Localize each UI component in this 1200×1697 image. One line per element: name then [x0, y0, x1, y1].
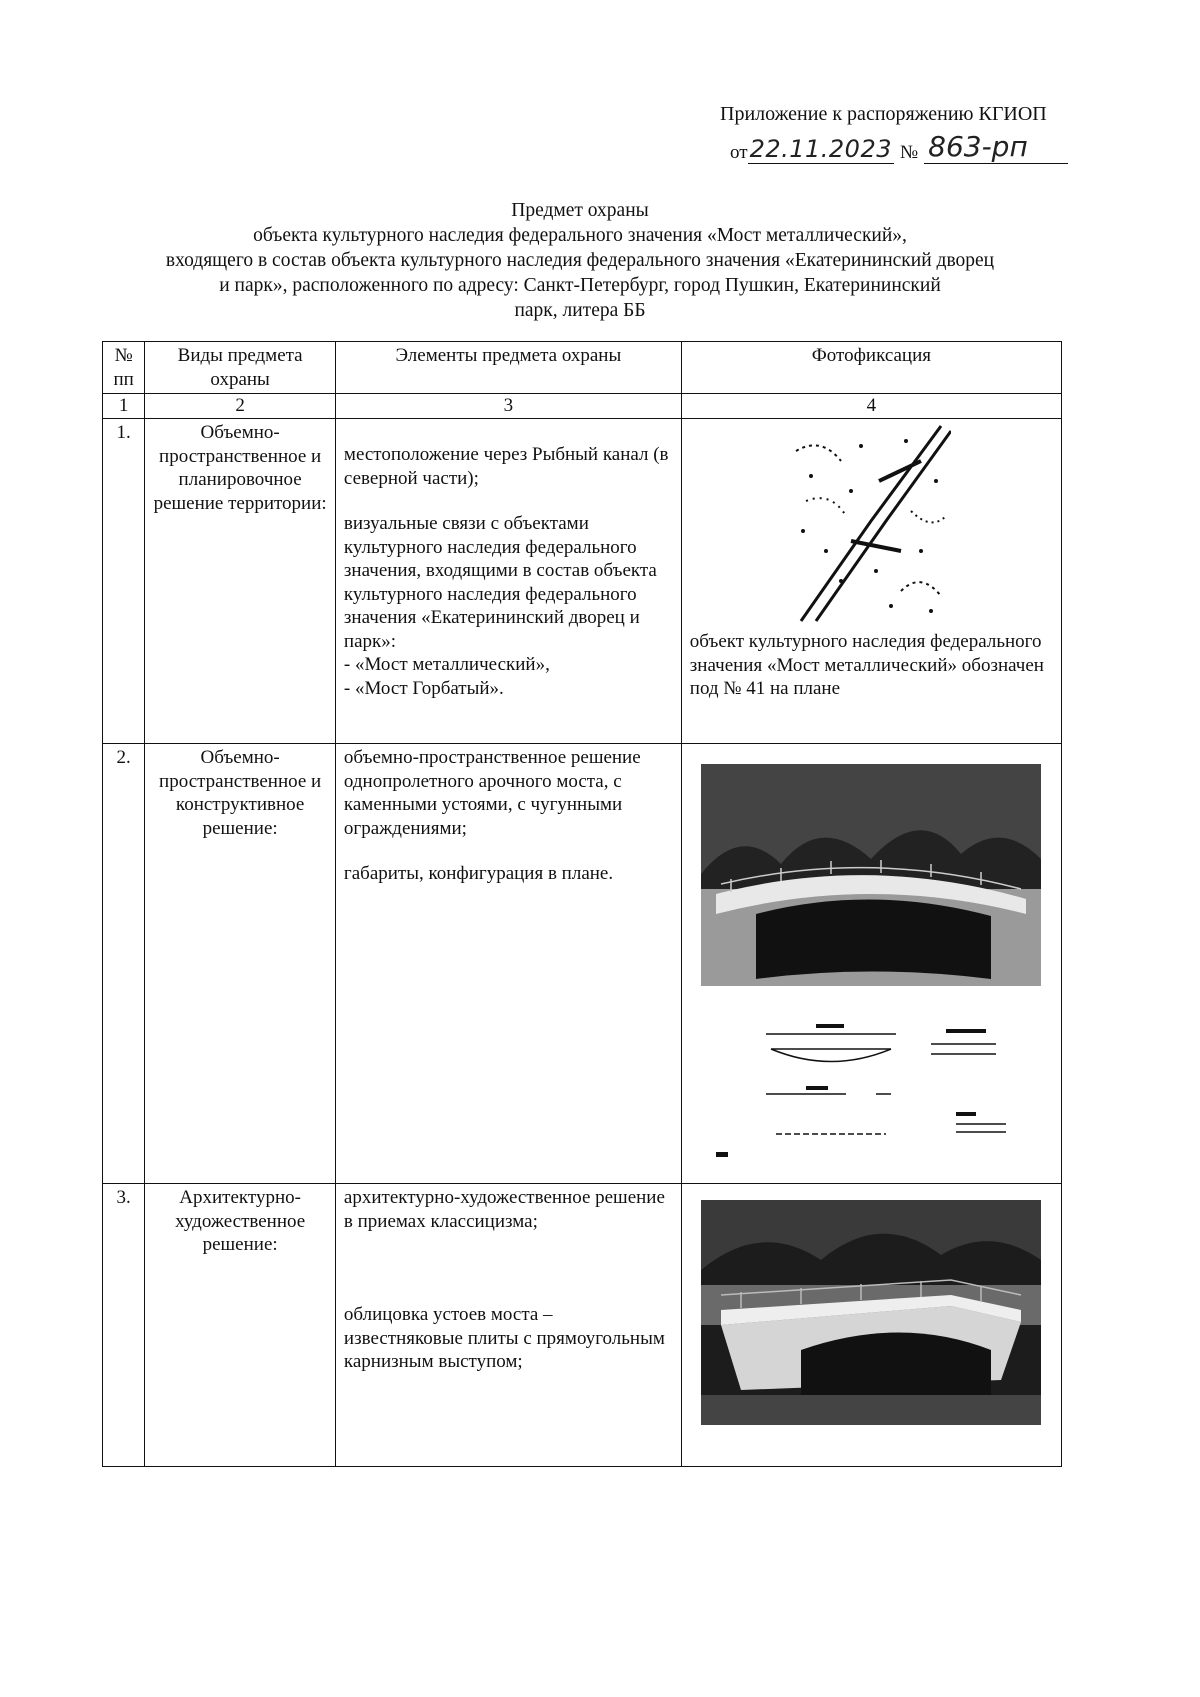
element-text: облицовка устоев моста – известняковые плиты с прямоугольным карнизным выступом;: [343, 1304, 665, 1372]
appendix-title: Приложение к распоряжению КГИОП: [720, 103, 1047, 125]
table-row: [103, 744, 1062, 1184]
row-elements: [335, 419, 681, 744]
column-index: 2: [145, 394, 336, 419]
bridge-photo: [701, 1200, 1041, 1425]
handwritten-date: 22.11.2023: [749, 135, 892, 163]
date-prefix: от: [730, 142, 748, 163]
handwritten-number: 863-рп: [924, 130, 1068, 164]
header-photo: Фотофиксация: [681, 342, 1061, 394]
appendix-header: [720, 103, 1160, 164]
row-photo: [681, 419, 1061, 744]
row-photo: [681, 744, 1061, 1184]
row-kind: Архитектурно-художественное решение:: [145, 1184, 336, 1467]
element-text: - «Мост металлический»,: [343, 654, 550, 675]
element-text: местоположение через Рыбный канал (в северной части);: [343, 444, 669, 489]
row-number: 3.: [103, 1184, 145, 1467]
title-line: входящего в состав объекта культурного наследия федерального значения «Екатерининский дворец: [165, 250, 995, 271]
table-row: [103, 419, 1062, 744]
column-index: 4: [681, 394, 1061, 419]
table-row: [103, 1184, 1062, 1467]
title-line: парк, литера ББ: [514, 300, 646, 321]
header-number: № пп: [103, 342, 145, 394]
element-text: - «Мост Горбатый».: [343, 677, 504, 699]
site-plan-image: [791, 421, 951, 626]
title-line: Предмет охраны: [511, 200, 649, 221]
table-header-row: [103, 342, 1062, 394]
column-index: 3: [335, 394, 681, 419]
title-line: и парк», расположенного по адресу: Санкт-Петербург, город Пушкин, Екатерининский: [219, 275, 941, 296]
row-kind: Объемно-пространственное и планировочное решение территории:: [145, 419, 336, 744]
element-text: объемно-пространственное решение однопролетного арочного моста, с каменными устоями, с чугунными ограждениями;: [343, 747, 641, 839]
row-number: 2.: [103, 744, 145, 1184]
bridge-photo: [701, 764, 1041, 986]
row-kind: Объемно-пространственное и конструктивное решение:: [145, 744, 336, 1184]
row-photo: [681, 1184, 1061, 1467]
header-kind: Виды предмета охраны: [145, 342, 336, 394]
row-elements: [335, 1184, 681, 1467]
column-index-row: [103, 394, 1062, 419]
row-number: 1.: [103, 419, 145, 744]
bridge-drawing-image: [706, 1004, 1036, 1164]
element-text: архитектурно-художественное решение в приемах классицизма;: [343, 1187, 665, 1232]
column-index: 1: [103, 394, 145, 419]
title-line: объекта культурного наследия федерального значения «Мост металлический»,: [253, 225, 907, 246]
row-elements: [335, 744, 681, 1184]
document-title: [130, 198, 1030, 323]
element-text: визуальные связи с объектами культурного наследия федерального значения, входящими в состав объекта культурного наследия федерального значения «Екатерининский дворец и парк»:: [343, 513, 657, 652]
header-elements: Элементы предмета охраны: [335, 342, 681, 394]
protection-subject-table: [102, 341, 1062, 1467]
number-sign: №: [899, 142, 919, 163]
photo-caption: объект культурного наследия федерального значения «Мост металлический» обозначен под № 41 на плане: [689, 631, 1044, 699]
element-text: габариты, конфигурация в плане.: [343, 863, 614, 884]
appendix-date-line: [720, 130, 1160, 164]
